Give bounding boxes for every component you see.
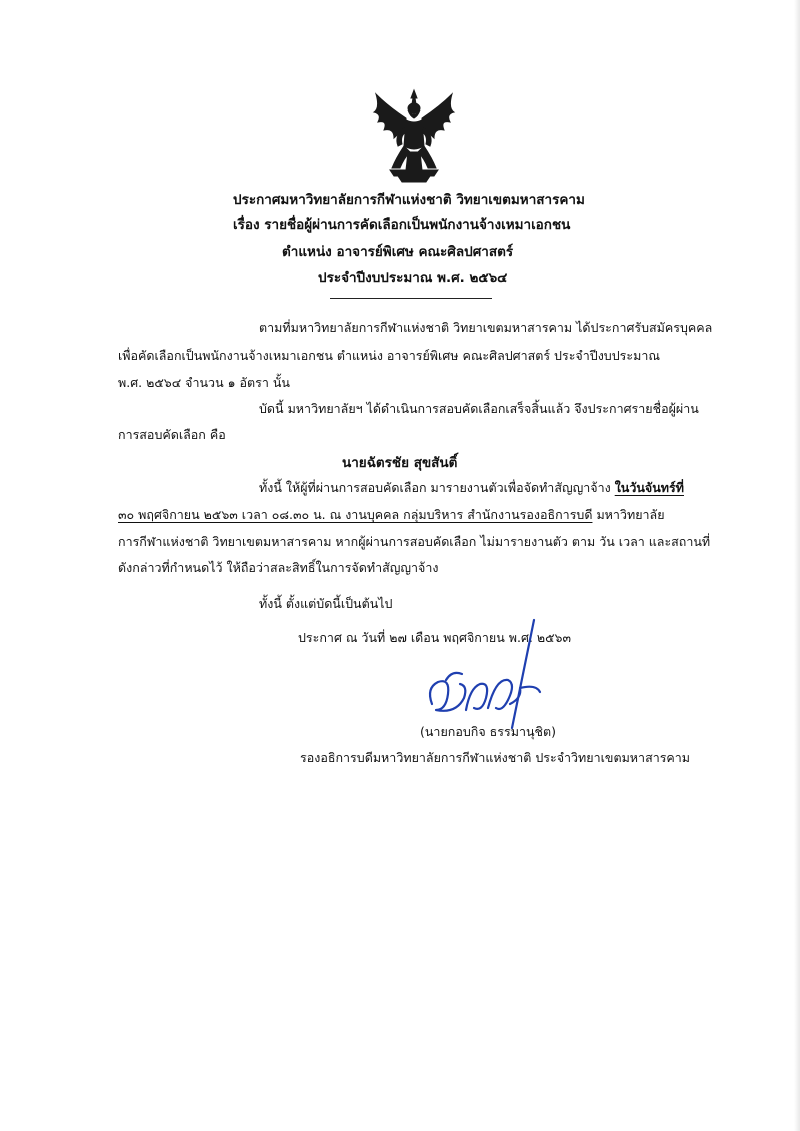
announcement-fiscal-year: ประจำปีงบประมาณ พ.ศ. ๒๕๖๔ (318, 270, 508, 286)
paragraph3-line2-text: มหาวิทยาลัย (592, 507, 665, 522)
paragraph3-line1 (259, 478, 684, 498)
announcement-date: ประกาศ ณ วันที่ ๒๗ เดือน พฤศจิกายน พ.ศ. ๒๕๖๓ (298, 630, 572, 645)
signatory-title: รองอธิการบดีมหาวิทยาลัยการกีฬาแห่งชาติ ประจำวิทยาเขตมหาสารคาม (300, 750, 691, 765)
paragraph1-line2: เพื่อคัดเลือกเป็นพนักงานจ้างเหมาเอกชน ตำแหน่ง อาจารย์พิเศษ คณะศิลปศาสตร์ ประจำปีงบประมาณ (118, 348, 660, 363)
paragraph3-line3: การกีฬาแห่งชาติ วิทยาเขตมหาสารคาม หากผู้ผ่านการสอบคัดเลือก ไม่มารายงานตัว ตาม วัน เวลา และสถานที่ (118, 534, 711, 549)
paragraph2-line1: บัดนี้ มหาวิทยาลัยฯ ได้ดำเนินการสอบคัดเลือกเสร็จสิ้นแล้ว จึงประกาศรายชื่อผู้ผ่าน (259, 401, 699, 416)
garuda-emblem-icon (368, 88, 460, 184)
paragraph3-line4: ดังกล่าวที่กำหนดไว้ ให้ถือว่าสละสิทธิ์ในการจัดทำสัญญาจ้าง (118, 560, 439, 575)
paragraph4: ทั้งนี้ ตั้งแต่บัดนี้เป็นต้นไป (259, 596, 393, 611)
paragraph3-line1-text: ทั้งนี้ ให้ผู้ที่ผ่านการสอบคัดเลือก มารายงานตัวเพื่อจัดทำสัญญาจ้าง (259, 480, 615, 495)
title-divider (330, 298, 492, 299)
announcement-position: ตำแหน่ง อาจารย์พิเศษ คณะศิลปศาสตร์ (282, 244, 514, 260)
paragraph3-line2 (118, 505, 665, 525)
announcement-subject: เรื่อง รายชื่อผู้ผ่านการคัดเลือกเป็นพนักงานจ้างเหมาเอกชน (233, 217, 571, 233)
signature-icon (416, 618, 566, 738)
signatory-name: (นายกอบกิจ ธรรมานุชิต) (420, 724, 556, 739)
announcement-title: ประกาศมหาวิทยาลัยการกีฬาแห่งชาติ วิทยาเขตมหาสารคาม (233, 192, 585, 208)
report-date-location-highlight: ๓๐ พฤศจิกายน ๒๕๖๓ เวลา ๐๘.๓๐ น. ณ งานบุคคล กลุ่มบริหาร สำนักงานรองอธิการบดี (118, 507, 593, 522)
paragraph1-line3: พ.ศ. ๒๕๖๔ จำนวน ๑ อัตรา นั้น (118, 375, 290, 390)
page-edge-shadow (794, 0, 800, 1131)
paragraph2-line2: การสอบคัดเลือก คือ (118, 427, 226, 442)
selected-candidate-name: นายฉัตรชัย สุขสันติ์ (342, 455, 458, 471)
paragraph1-line1: ตามที่มหาวิทยาลัยการกีฬาแห่งชาติ วิทยาเขตมหาสารคาม ได้ประกาศรับสมัครบุคคล (259, 320, 713, 335)
report-day-highlight: ในวันจันทร์ที่ (614, 480, 684, 495)
